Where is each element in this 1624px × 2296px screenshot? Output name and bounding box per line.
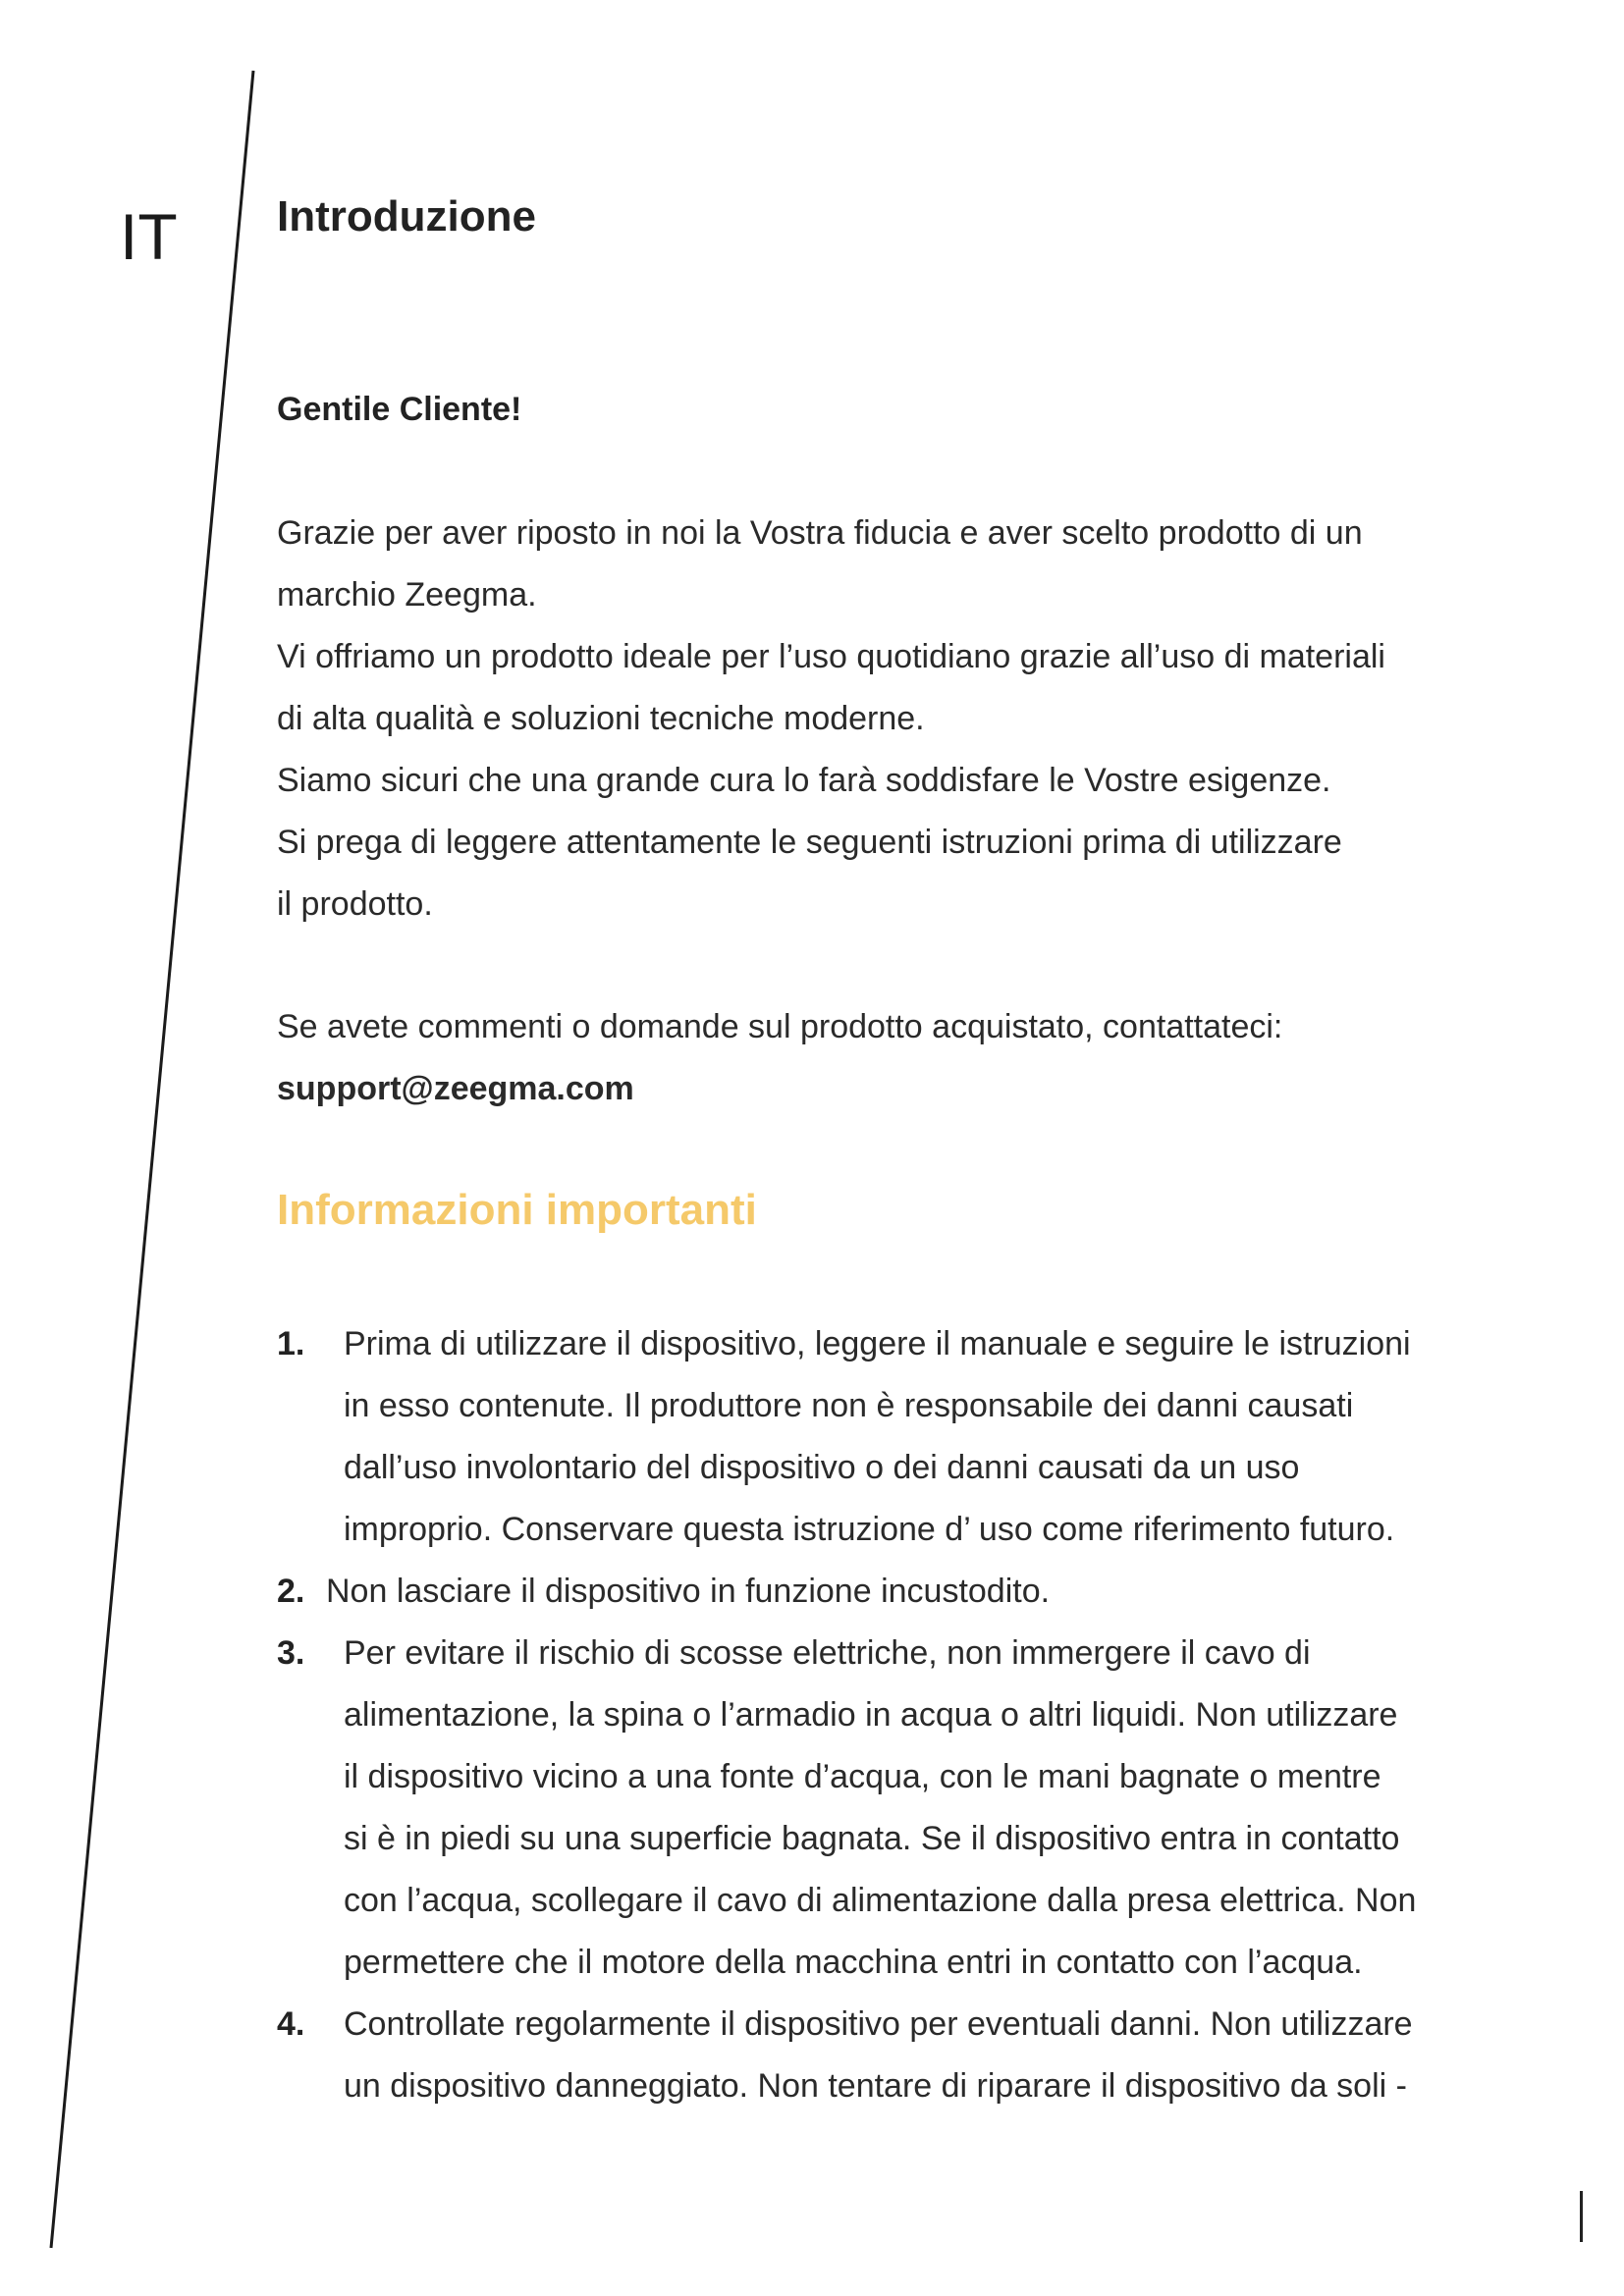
intro-line: Grazie per aver riposto in noi la Vostra fiducia e aver scelto prodotto di un [277, 514, 1363, 552]
greeting: Gentile Cliente! [277, 391, 522, 428]
intro-line: di alta qualità e soluzioni tecniche moderne. [277, 700, 925, 737]
contact-email-link[interactable]: support@zeegma.com [277, 1070, 634, 1107]
language-code: IT [120, 200, 178, 273]
page-end-mark [1580, 2191, 1583, 2242]
intro-line: il prodotto. [277, 885, 433, 923]
important-info-list [277, 1313, 1494, 2117]
list-item-line: permettere che il motore della macchina entri in contatto con l’acqua. [344, 1944, 1363, 1981]
intro-line: Si prega di leggere attentamente le seguenti istruzioni prima di utilizzare [277, 824, 1342, 861]
intro-line: Vi offriamo un prodotto ideale per l’uso quotidiano grazie all’uso di materiali [277, 638, 1385, 675]
page-title: Introduzione [277, 192, 536, 240]
list-item-line: Non lasciare il dispositivo in funzione incustodito. [326, 1573, 1051, 1610]
section-title: Informazioni importanti [277, 1186, 757, 1234]
list-item-line: Prima di utilizzare il dispositivo, leggere il manuale e seguire le istruzioni [344, 1325, 1411, 1362]
list-item-line: il dispositivo vicino a una fonte d’acqua, con le mani bagnate o mentre [344, 1758, 1381, 1795]
list-item-number: 3. [277, 1634, 305, 1672]
list-item-line: con l’acqua, scollegare il cavo di alimentazione dalla presa elettrica. Non [344, 1882, 1417, 1919]
list-item [277, 1313, 1494, 1561]
list-item-line: dall’uso involontario del dispositivo o dei danni causati da un uso [344, 1449, 1300, 1486]
list-item-line: Per evitare il rischio di scosse elettriche, non immergere il cavo di [344, 1634, 1311, 1672]
contact-text: Se avete commenti o domande sul prodotto acquistato, contattateci: [277, 1008, 1283, 1045]
list-item [277, 1561, 1494, 1623]
list-item-number: 4. [277, 2005, 305, 2043]
list-item-line: Controllate regolarmente il dispositivo per eventuali danni. Non utilizzare [344, 2005, 1413, 2043]
list-item [277, 1623, 1494, 1994]
contact-paragraph [277, 996, 1494, 1120]
intro-paragraph [277, 503, 1494, 935]
list-item [277, 1994, 1494, 2117]
list-item-line: un dispositivo danneggiato. Non tentare di riparare il dispositivo da soli - [344, 2067, 1407, 2105]
list-item-number: 2. [277, 1573, 305, 1610]
list-item-line: alimentazione, la spina o l’armadio in acqua o altri liquidi. Non utilizzare [344, 1696, 1398, 1734]
list-item-line: in esso contenute. Il produttore non è responsabile dei danni causati [344, 1387, 1354, 1424]
intro-line: marchio Zeegma. [277, 576, 537, 614]
intro-line: Siamo sicuri che una grande cura lo farà soddisfare le Vostre esigenze. [277, 762, 1331, 799]
list-item-number: 1. [277, 1325, 305, 1362]
list-item-line: improprio. Conservare questa istruzione d’ uso come riferimento futuro. [344, 1511, 1395, 1548]
list-item-line: si è in piedi su una superficie bagnata. Se il dispositivo entra in contatto [344, 1820, 1400, 1857]
